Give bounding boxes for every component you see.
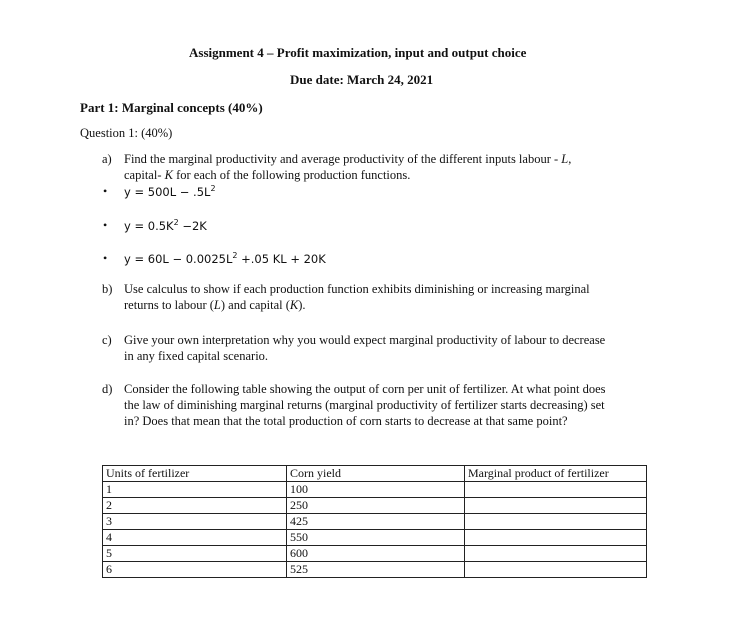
table-row [103, 498, 647, 514]
header-marginal-product: Marginal product of fertilizer [465, 466, 647, 482]
function-3: $y = 60L - 0.0025L^2 +.05$ KL + 20K [124, 251, 326, 266]
question-heading: Question 1: (40%) [80, 126, 173, 140]
cell-yield: 250 [287, 498, 465, 514]
item-a-line2: capital- K for each of the following production functions. [124, 168, 411, 182]
cell-marginal [465, 514, 647, 530]
header-corn-yield: Corn yield [287, 466, 465, 482]
item-d-line3: in? Does that mean that the total production of corn starts to decrease at that same point? [124, 414, 568, 428]
cell-marginal [465, 562, 647, 578]
cell-units: 4 [103, 530, 287, 546]
cell-yield: 100 [287, 482, 465, 498]
function-2: $y = 0.5K^2 -2K$ [124, 218, 207, 233]
table-header-row [103, 466, 647, 482]
due-date: Due date: March 24, 2021 [290, 72, 434, 87]
item-b-line1: Use calculus to show if each production function exhibits diminishing or increasing marginal [124, 282, 590, 296]
fertilizer-table [102, 465, 647, 578]
item-c-line1: Give your own interpretation why you would expect marginal productivity of labour to decrease [124, 333, 606, 347]
item-b-line2: returns to labour (L) and capital (K). [124, 298, 306, 312]
cell-units: 3 [103, 514, 287, 530]
table-row [103, 562, 647, 578]
header-units: Units of fertilizer [103, 466, 287, 482]
table-row [103, 514, 647, 530]
item-c-line2: in any fixed capital scenario. [124, 349, 269, 363]
cell-yield: 600 [287, 546, 465, 562]
cell-marginal [465, 482, 647, 498]
cell-yield: 425 [287, 514, 465, 530]
bullet-icon: • [103, 218, 108, 232]
cell-marginal [465, 546, 647, 562]
function-1: $y = 500L - .5L^2$ [124, 184, 216, 199]
cell-units: 5 [103, 546, 287, 562]
item-c-label: c) [102, 333, 112, 347]
item-d-line1: Consider the following table showing the output of corn per unit of fertilizer. At what point does [124, 382, 606, 396]
cell-units: 1 [103, 482, 287, 498]
item-b-label: b) [102, 282, 113, 296]
item-a-label: a) [102, 152, 112, 166]
table-row [103, 546, 647, 562]
cell-units: 2 [103, 498, 287, 514]
table-row [103, 530, 647, 546]
part-heading: Part 1: Marginal concepts (40%) [80, 100, 263, 115]
cell-units: 6 [103, 562, 287, 578]
item-d-label: d) [102, 382, 113, 396]
table-row [103, 482, 647, 498]
bullet-icon: • [103, 184, 108, 198]
cell-yield: 525 [287, 562, 465, 578]
cell-yield: 550 [287, 530, 465, 546]
cell-marginal [465, 530, 647, 546]
item-d-line2: the law of diminishing marginal returns (marginal productivity of fertilizer starts decreasing) set [124, 398, 605, 412]
bullet-icon: • [103, 251, 108, 265]
assignment-title: Assignment 4 – Profit maximization, input and output choice [189, 45, 527, 60]
item-a-line1: Find the marginal productivity and average productivity of the different inputs labour - L, [124, 152, 572, 166]
cell-marginal [465, 498, 647, 514]
